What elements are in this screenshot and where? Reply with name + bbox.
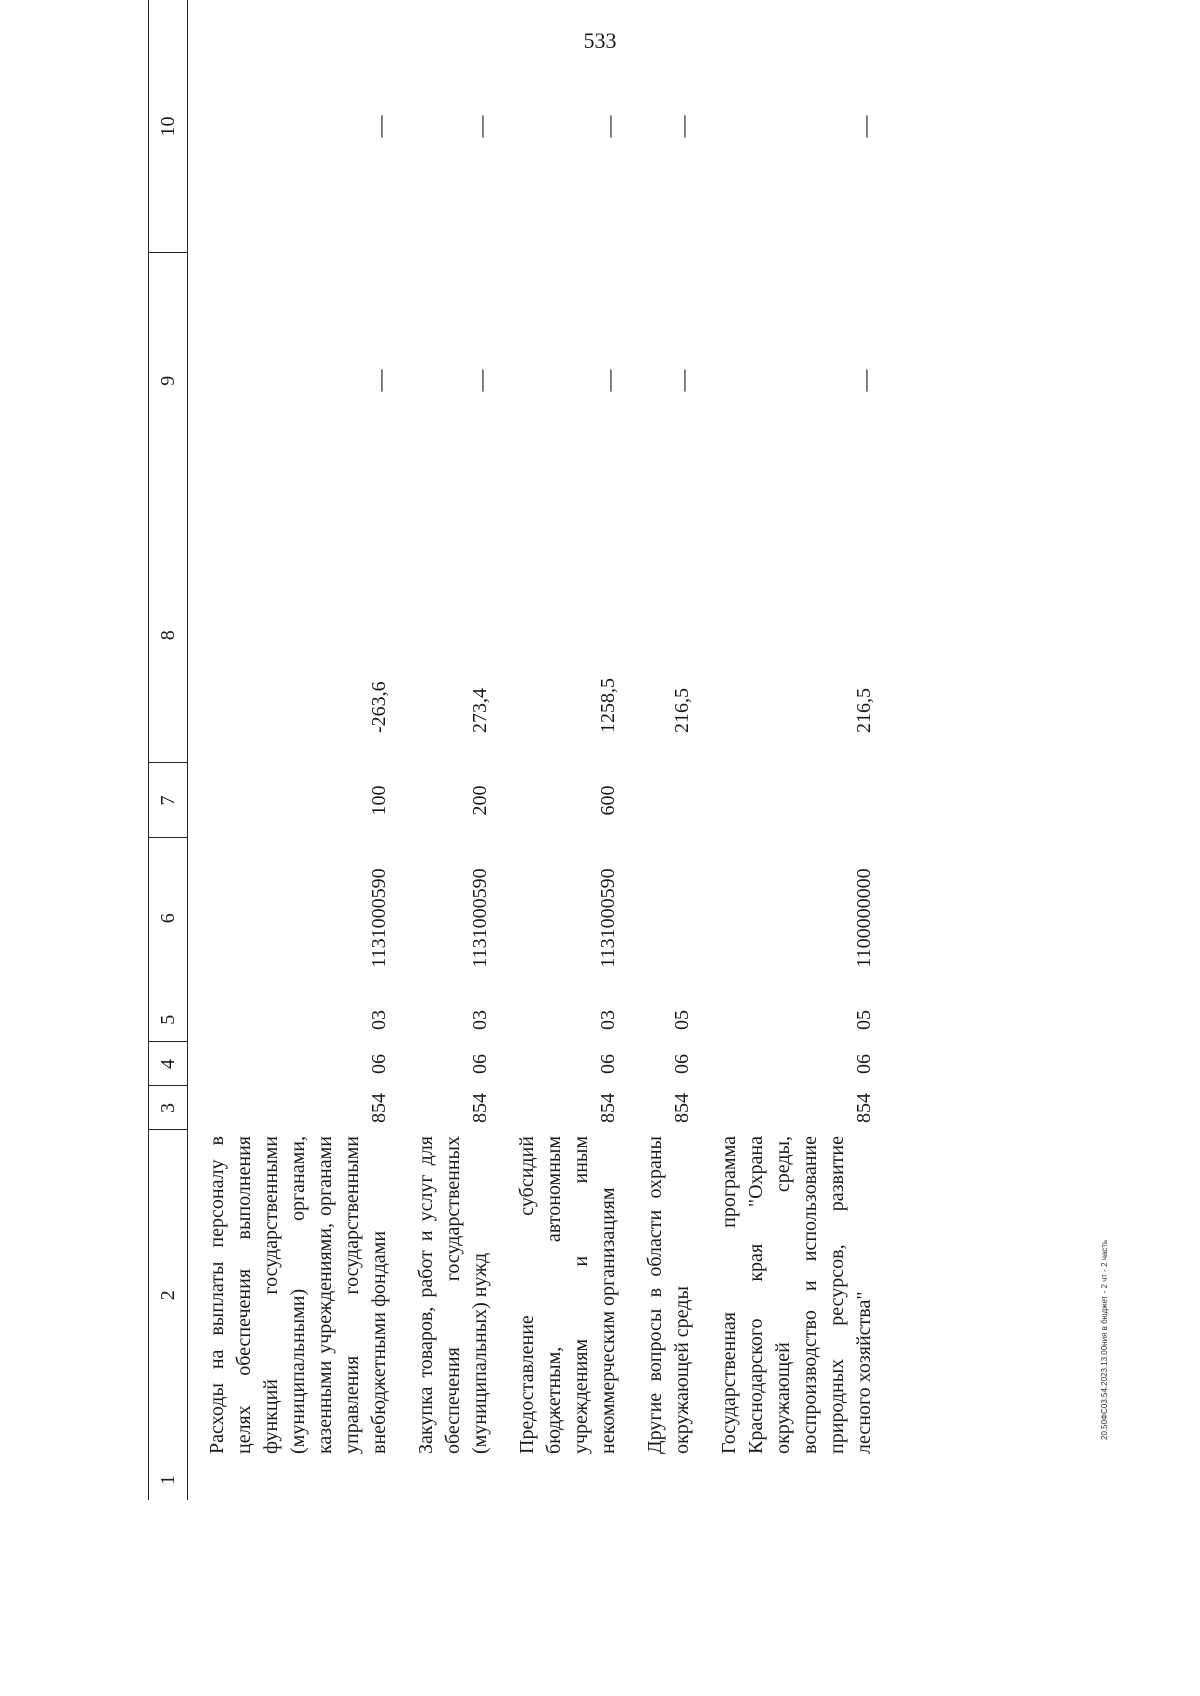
row-csr: 1100000000	[853, 868, 875, 968]
page-number: 533	[583, 28, 617, 53]
row-amount: -263,6	[368, 681, 390, 733]
budget-table	[148, 0, 882, 1500]
row-col10: —	[367, 115, 392, 138]
table-row	[498, 0, 626, 1500]
row-amount: 1258,5	[597, 678, 619, 733]
row-description: Предоставление субсидий бюджетным, автономным учреждениям и иным некоммерческим организациям	[516, 1136, 619, 1454]
header-col-6: 6	[149, 838, 188, 998]
table-row	[626, 0, 700, 1500]
row-pr: 05	[853, 1010, 875, 1030]
row-csr: 1131000590	[597, 868, 619, 968]
row-rz: 06	[368, 1054, 390, 1074]
header-col-8: 8	[149, 508, 188, 763]
row-ved: 854	[469, 1093, 491, 1123]
row-vr: 600	[597, 785, 619, 816]
row-col10: —	[852, 115, 877, 138]
table-row	[397, 0, 498, 1500]
row-vr	[700, 763, 882, 838]
header-col-5: 5	[149, 998, 188, 1042]
row-description: Другие вопросы в области охраны окружающей среды	[644, 1136, 693, 1454]
row-col10: —	[468, 115, 493, 138]
row-csr: 1131000590	[469, 868, 491, 968]
row-amount: 216,5	[671, 688, 693, 733]
row-ved: 854	[671, 1093, 693, 1123]
table-header-row	[149, 0, 188, 1500]
row-csr: 1131000590	[368, 868, 390, 968]
row-col9: —	[596, 369, 621, 392]
header-col-2: 2	[149, 1130, 188, 1460]
row-rz: 06	[469, 1054, 491, 1074]
row-pr: 03	[597, 1010, 619, 1030]
header-col-9: 9	[149, 253, 188, 508]
header-col-10: 10	[149, 0, 188, 253]
row-amount: 273,4	[469, 688, 491, 733]
table-row	[188, 0, 398, 1500]
row-ved: 854	[597, 1093, 619, 1123]
table-row	[700, 0, 882, 1500]
row-col9: —	[670, 369, 695, 392]
row-pr: 03	[368, 1010, 390, 1030]
row-description: Государственная программа Краснодарского края "Охрана окружающей среды, воспроизводство и использование природных ресурсов, развитие лесного хозяйства"	[718, 1136, 875, 1454]
header-col-1: 1	[149, 1460, 188, 1500]
row-ved: 854	[368, 1093, 390, 1123]
row-vr	[626, 763, 700, 838]
header-col-4: 4	[149, 1042, 188, 1086]
row-description: Расходы на выплаты персоналу в целях обеспечения выполнения функций государственными (муниципальными) органами, казенными учреждениями, органами управления государственными внебюджетными фондами	[206, 1136, 390, 1454]
row-csr	[626, 838, 700, 998]
row-col10: —	[670, 115, 695, 138]
row-vr: 100	[368, 785, 390, 816]
row-pr: 05	[671, 1010, 693, 1030]
row-col9: —	[468, 369, 493, 392]
row-col10: —	[596, 115, 621, 138]
rotated-table-page	[148, 0, 1148, 1500]
row-pr: 03	[469, 1010, 491, 1030]
row-vr: 200	[469, 785, 491, 816]
row-col9: —	[852, 369, 877, 392]
row-amount: 216,5	[853, 688, 875, 733]
row-rz: 06	[671, 1054, 693, 1074]
row-col9: —	[367, 369, 392, 392]
row-ved: 854	[853, 1093, 875, 1123]
row-description: Закупка товаров, работ и услуг для обеспечения государственных (муниципальных) нужд	[415, 1136, 491, 1454]
row-rz: 06	[597, 1054, 619, 1074]
row-rz: 06	[853, 1054, 875, 1074]
header-col-7: 7	[149, 763, 188, 838]
footer-document-code: 20.50ФС03.54.2023.13.00ния в бюджет - 2 чт - 2 часть	[1100, 1239, 1109, 1440]
header-col-3: 3	[149, 1086, 188, 1130]
